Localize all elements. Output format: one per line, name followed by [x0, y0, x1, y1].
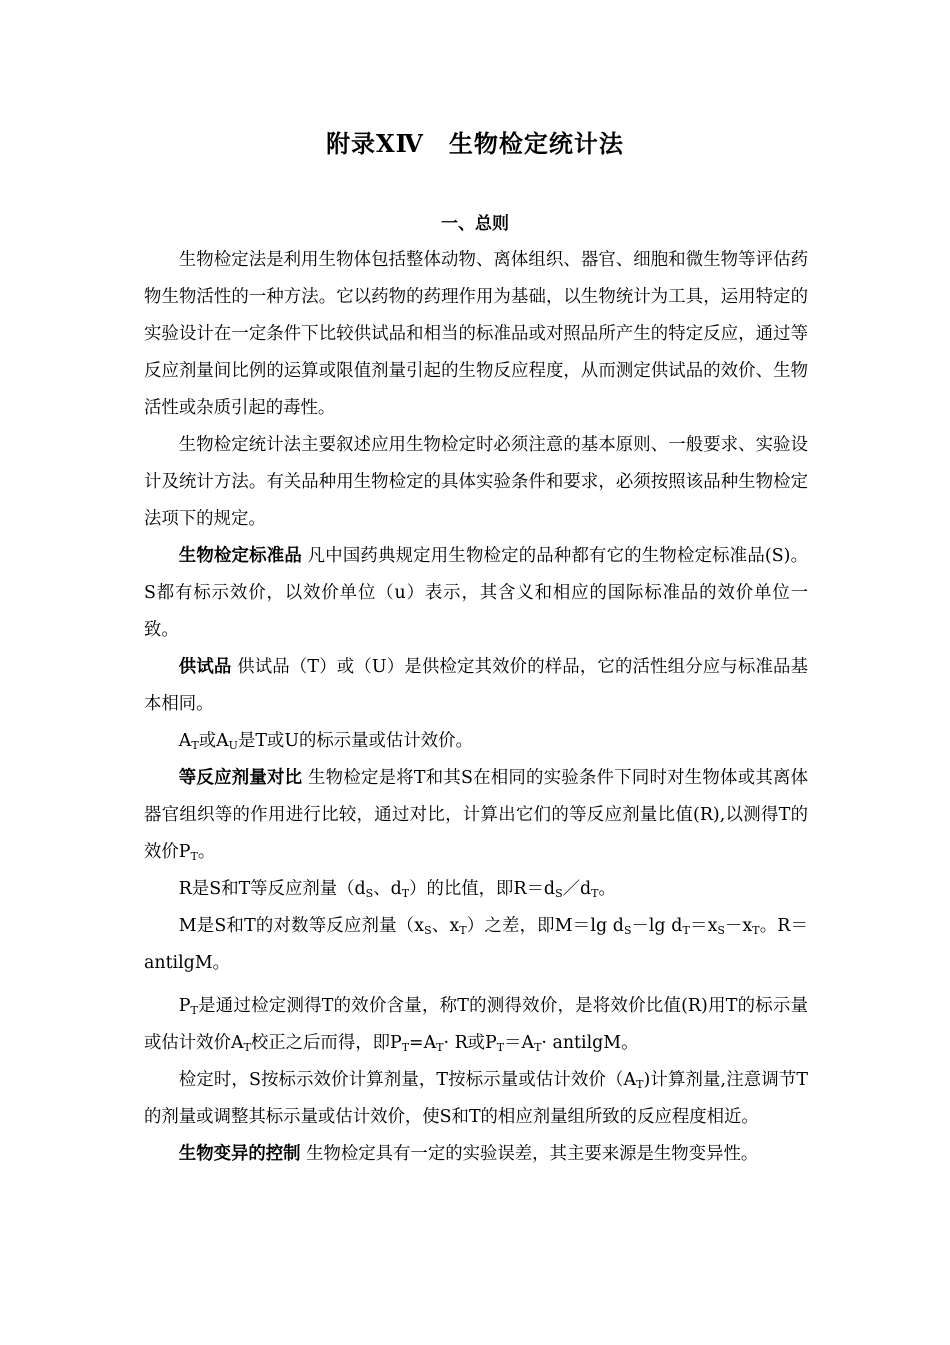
subscript: T: [534, 1041, 542, 1054]
text-segment: 、x: [431, 916, 460, 936]
subscript: T: [401, 887, 410, 900]
paragraph-test-sample: [144, 649, 808, 723]
text-segment: 是T或U的标示量或估计效价。: [237, 731, 473, 751]
paragraph-scope: 生物检定统计法主要叙述应用生物检定时必须注意的基本原则、一般要求、实验设计及统计方法。有关品种用生物检定的具体实验条件和要求，必须按照该品种生物检定法项下的规定。: [144, 435, 808, 529]
subscript: T: [591, 887, 599, 900]
standard-text: 凡中国药典规定用生物检定的品种都有它的生物检定标准品(S)。S都有标示效价，以效价单位（u）表示，其含义和相应的国际标准品的效价单位一致。: [144, 546, 808, 640]
term-equivalent-dose: 等反应剂量对比: [178, 768, 303, 788]
text-segment: 校正之后而得，即P: [250, 1033, 402, 1053]
test-sample-text: 供试品（T）或（U）是供检定其效价的样品，它的活性组分应与标准品基本相同。: [144, 657, 808, 714]
text-segment: )计算剂量,注意调节T的剂量或调整其标示量或估计效价，使S和T的相应剂量组所致的反应程度相近。: [144, 1070, 808, 1127]
paragraph-intro: 生物检定法是利用生物体包括整体动物、离体组织、器官、细胞和微生物等评估药物生物活性的一种方法。它以药物的药理作用为基础，以生物统计为工具，运用特定的实验设计在一定条件下比较供试品和相当的标准品或对照品所产生的特定反应，通过等反应剂量间比例的运算或限值剂量引起的生物反应程度，从而测定供试品的效价、生物活性或杂质引起的毒性。: [144, 250, 808, 418]
text-segment: R是S和T等反应剂量（d: [178, 879, 366, 899]
variability-text: 生物检定具有一定的实验误差，其主要来源是生物变异性。: [306, 1144, 759, 1164]
section-heading: 一、总则: [441, 214, 509, 234]
subscript: T: [190, 1004, 198, 1017]
subscript: T: [459, 924, 467, 937]
text-segment: ／d: [562, 879, 592, 899]
paragraph-assay-dosing: [144, 1062, 808, 1136]
paragraph-ratio-r: [144, 871, 808, 908]
subscript: S: [365, 887, 374, 900]
subscript: T: [191, 739, 199, 752]
text-segment: 。R＝antilgM。: [144, 916, 808, 973]
subscript: T: [752, 924, 760, 937]
subscript: T: [436, 1041, 444, 1054]
paragraph-log-m: [144, 908, 808, 982]
text-segment: 、d: [373, 879, 402, 899]
text-segment: ＝A: [504, 1033, 535, 1053]
text-segment: 或A: [198, 731, 229, 751]
text-segment: －x: [724, 916, 753, 936]
subscript: T: [243, 1041, 251, 1054]
text-segment: · R或P: [443, 1033, 497, 1053]
text-segment: 检定时，S按标示效价计算剂量，T按标示量或估计效价（A: [178, 1070, 637, 1090]
subscript: T: [682, 924, 690, 937]
subscript: U: [228, 739, 238, 752]
text-segment: －lg d: [631, 916, 683, 936]
paragraph-standard: [144, 538, 808, 649]
text-segment: ）之差，即M＝lg d: [466, 916, 624, 936]
subscript: S: [424, 924, 432, 937]
subscript: S: [555, 887, 563, 900]
text-segment: ＝x: [689, 916, 718, 936]
paragraph-equivalent-dose: [144, 760, 808, 871]
text-segment: 。: [598, 879, 616, 899]
text-segment: M是S和T的对数等反应剂量（x: [178, 916, 425, 936]
text-segment: 。: [197, 842, 216, 862]
text-segment: =A: [409, 1033, 437, 1053]
subscript: T: [496, 1041, 505, 1054]
text-segment: 生物检定是将T和其S在相同的实验条件下同时对生物体或其离体器官组织等的作用进行比较，通过对比，计算出它们的等反应剂量比值(R),以测得T的效价P: [144, 768, 808, 862]
document-body: [144, 242, 808, 1173]
text-segment: · antilgM。: [541, 1033, 639, 1053]
subscript: T: [636, 1078, 644, 1091]
subscript: S: [623, 924, 632, 937]
text-segment: P: [178, 996, 191, 1016]
text-segment: 是通过检定测得T的效价含量，称T的测得效价，是将效价比值(R)用T的标示量或估计效价A: [144, 996, 808, 1053]
paragraph-labeled-amount: [144, 723, 808, 760]
subscript: T: [401, 1041, 410, 1054]
term-standard: 生物检定标准品: [178, 546, 302, 566]
page-title: 附录ⅩⅣ 生物检定统计法: [326, 129, 624, 158]
paragraph-potency-pt: [144, 988, 808, 1062]
paragraph-variability: [144, 1136, 808, 1173]
text-segment: ）的比值，即R＝d: [409, 879, 556, 899]
text-segment: A: [178, 731, 192, 751]
term-test-sample: 供试品: [178, 657, 232, 677]
subscript: S: [717, 924, 725, 937]
term-variability: 生物变异的控制: [178, 1144, 301, 1164]
subscript: T: [190, 850, 198, 863]
